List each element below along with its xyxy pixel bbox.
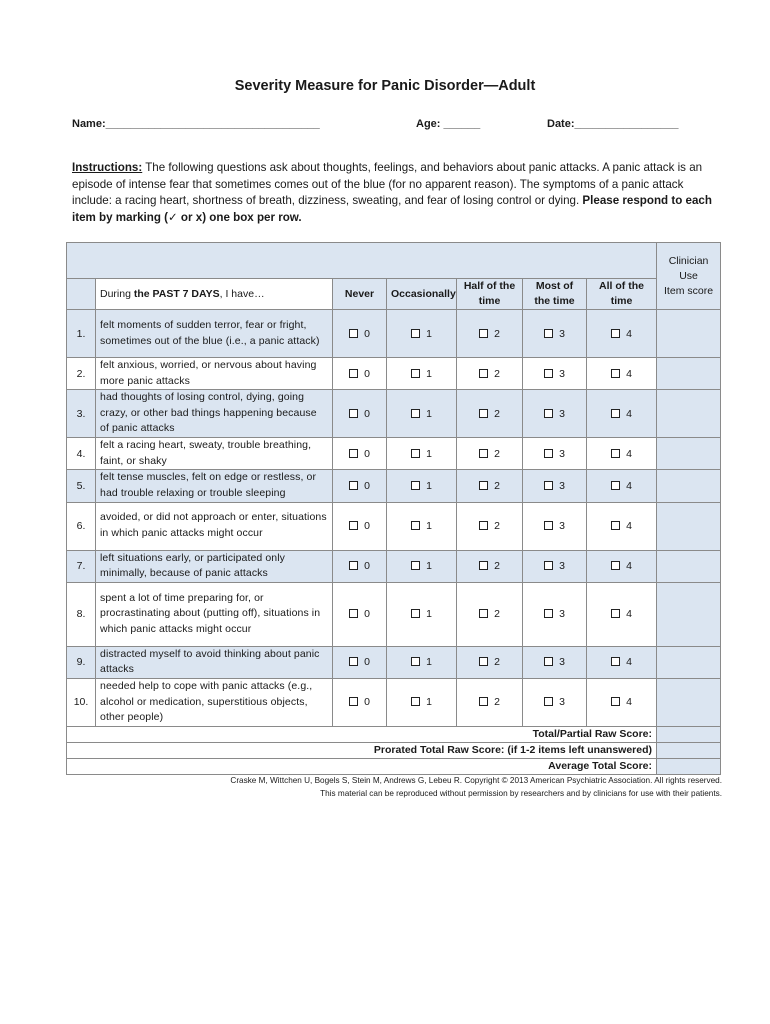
response-option[interactable] — [523, 582, 587, 646]
option-value: 0 — [364, 447, 370, 460]
checkbox-icon[interactable] — [349, 449, 358, 458]
total-score-cell[interactable] — [657, 726, 721, 742]
response-option[interactable] — [457, 646, 523, 678]
item-number: 1. — [67, 310, 96, 358]
response-option[interactable] — [587, 550, 657, 582]
option-value: 3 — [559, 479, 565, 492]
option-value: 4 — [626, 696, 632, 709]
age-line: ______ — [443, 118, 481, 130]
option-value: 1 — [426, 520, 432, 533]
item-number: 10. — [67, 678, 96, 726]
option-value: 0 — [364, 656, 370, 669]
table-row — [67, 582, 721, 646]
option-value: 3 — [559, 608, 565, 621]
checkbox-icon[interactable] — [611, 449, 620, 458]
checkbox-icon[interactable] — [349, 409, 358, 418]
option-value: 3 — [559, 696, 565, 709]
item-text: left situations early, or participated only minimally, because of panic attacks — [96, 550, 333, 582]
response-option[interactable] — [333, 358, 387, 390]
checkbox-icon[interactable] — [349, 369, 358, 378]
option-value: 1 — [426, 560, 432, 573]
response-option[interactable] — [523, 502, 587, 550]
item-score-cell[interactable] — [657, 358, 721, 390]
checkbox-icon[interactable] — [479, 609, 488, 618]
checkbox-icon[interactable] — [411, 409, 420, 418]
column-header-most: Most of the time — [523, 279, 587, 310]
total-row — [67, 726, 721, 742]
footer-citation: Craske M, Wittchen U, Bogels S, Stein M, Andrews G, Lebeu R. Copyright © 2013 American Psychiatric Association. All rights reserved. — [230, 776, 722, 785]
name-field[interactable] — [72, 118, 320, 130]
table-row — [67, 438, 721, 470]
table-row — [67, 646, 721, 678]
option-value: 4 — [626, 560, 632, 573]
footer-permission: This material can be reproduced without permission by researchers and by clinicians for use with their patients. — [320, 789, 722, 798]
option-value: 4 — [626, 407, 632, 420]
checkbox-icon[interactable] — [544, 697, 553, 706]
response-option[interactable] — [457, 438, 523, 470]
option-value: 1 — [426, 327, 432, 340]
option-value: 4 — [626, 327, 632, 340]
response-option[interactable] — [387, 582, 457, 646]
checkbox-icon[interactable] — [349, 697, 358, 706]
option-value: 2 — [494, 447, 500, 460]
table-row — [67, 678, 721, 726]
checkbox-icon[interactable] — [411, 329, 420, 338]
option-value: 3 — [559, 327, 565, 340]
checkbox-icon[interactable] — [349, 521, 358, 530]
option-value: 0 — [364, 479, 370, 492]
table-row — [67, 470, 721, 502]
checkbox-icon[interactable] — [479, 329, 488, 338]
option-value: 3 — [559, 520, 565, 533]
checkbox-icon[interactable] — [479, 481, 488, 490]
item-score-cell[interactable] — [657, 470, 721, 502]
table-row — [67, 502, 721, 550]
response-option[interactable] — [587, 358, 657, 390]
checkbox-icon[interactable] — [411, 521, 420, 530]
option-value: 2 — [494, 520, 500, 533]
checkbox-icon[interactable] — [544, 329, 553, 338]
response-option[interactable] — [333, 390, 387, 438]
checkbox-icon[interactable] — [411, 609, 420, 618]
checkbox-icon[interactable] — [479, 561, 488, 570]
table-top-band — [67, 243, 657, 279]
period-suffix: , I have… — [219, 288, 265, 300]
response-option[interactable] — [523, 470, 587, 502]
item-text: distracted myself to avoid thinking about panic attacks — [96, 646, 333, 678]
option-value: 1 — [426, 407, 432, 420]
total-row — [67, 758, 721, 774]
checkbox-icon[interactable] — [544, 561, 553, 570]
item-score-cell[interactable] — [657, 678, 721, 726]
checkbox-icon[interactable] — [349, 657, 358, 666]
item-number: 4. — [67, 438, 96, 470]
response-option[interactable] — [457, 390, 523, 438]
response-option[interactable] — [523, 646, 587, 678]
item-score-cell[interactable] — [657, 502, 721, 550]
checkbox-icon[interactable] — [349, 561, 358, 570]
name-line: ___________________________________ — [105, 118, 320, 130]
checkbox-icon[interactable] — [611, 409, 620, 418]
response-option[interactable] — [523, 390, 587, 438]
option-value: 0 — [364, 560, 370, 573]
response-option[interactable] — [333, 582, 387, 646]
response-option[interactable] — [587, 646, 657, 678]
option-value: 1 — [426, 479, 432, 492]
total-label: Average Total Score: — [67, 758, 657, 774]
response-option[interactable] — [387, 502, 457, 550]
response-option[interactable] — [387, 550, 457, 582]
age-label: Age: — [416, 118, 441, 130]
instructions-bold-text: Please respond to each item by marking (✓ or x) one box per row. — [72, 194, 712, 224]
response-option[interactable] — [387, 390, 457, 438]
item-text: felt moments of sudden terror, fear or fright, sometimes out of the blue (i.e., a panic attack) — [96, 310, 333, 358]
response-option[interactable] — [333, 646, 387, 678]
option-value: 1 — [426, 608, 432, 621]
checkbox-icon[interactable] — [479, 521, 488, 530]
option-value: 4 — [626, 656, 632, 669]
option-value: 1 — [426, 696, 432, 709]
table-row — [67, 358, 721, 390]
response-option[interactable] — [587, 470, 657, 502]
instructions-lead: Instructions: — [72, 161, 143, 174]
checkbox-icon[interactable] — [544, 609, 553, 618]
option-value: 0 — [364, 520, 370, 533]
option-value: 3 — [559, 367, 565, 380]
item-number: 5. — [67, 470, 96, 502]
item-number: 2. — [67, 358, 96, 390]
option-value: 4 — [626, 367, 632, 380]
checkbox-icon[interactable] — [349, 609, 358, 618]
option-value: 2 — [494, 479, 500, 492]
clinician-use-header — [657, 243, 721, 310]
option-value: 4 — [626, 608, 632, 621]
checkbox-icon[interactable] — [411, 657, 420, 666]
response-option[interactable] — [587, 310, 657, 358]
column-header-never: Never — [333, 279, 387, 310]
checkbox-icon[interactable] — [611, 329, 620, 338]
item-score-cell[interactable] — [657, 582, 721, 646]
checkbox-icon[interactable] — [611, 521, 620, 530]
item-number: 6. — [67, 502, 96, 550]
response-option[interactable] — [523, 438, 587, 470]
checkbox-icon[interactable] — [544, 481, 553, 490]
checkbox-icon[interactable] — [611, 481, 620, 490]
item-score-cell[interactable] — [657, 646, 721, 678]
response-option[interactable] — [587, 678, 657, 726]
response-option[interactable] — [457, 678, 523, 726]
name-label: Name: — [72, 118, 106, 130]
table-row — [67, 310, 721, 358]
item-text: felt a racing heart, sweaty, trouble breathing, faint, or shaky — [96, 438, 333, 470]
period-header — [96, 279, 333, 310]
response-option[interactable] — [523, 550, 587, 582]
option-value: 4 — [626, 447, 632, 460]
item-number: 3. — [67, 390, 96, 438]
option-value: 0 — [364, 367, 370, 380]
item-score-cell[interactable] — [657, 550, 721, 582]
item-number: 8. — [67, 582, 96, 646]
checkbox-icon[interactable] — [349, 329, 358, 338]
option-value: 1 — [426, 447, 432, 460]
checkbox-icon[interactable] — [544, 369, 553, 378]
option-value: 2 — [494, 407, 500, 420]
option-value: 2 — [494, 696, 500, 709]
response-option[interactable] — [333, 550, 387, 582]
response-option[interactable] — [523, 358, 587, 390]
table-row — [67, 550, 721, 582]
item-score-cell[interactable] — [657, 310, 721, 358]
clinician-use-label: Clinician Use — [668, 254, 709, 282]
item-number: 7. — [67, 550, 96, 582]
instructions — [72, 160, 712, 226]
total-row — [67, 742, 721, 758]
page-title: Severity Measure for Panic Disorder—Adult — [234, 78, 536, 94]
response-option[interactable] — [387, 646, 457, 678]
checkbox-icon[interactable] — [544, 409, 553, 418]
response-option[interactable] — [587, 502, 657, 550]
checkbox-icon[interactable] — [411, 369, 420, 378]
option-value: 4 — [626, 479, 632, 492]
item-text: felt anxious, worried, or nervous about having more panic attacks — [96, 358, 333, 390]
option-value: 1 — [426, 367, 432, 380]
checkbox-icon[interactable] — [544, 657, 553, 666]
option-value: 4 — [626, 520, 632, 533]
response-option[interactable] — [457, 550, 523, 582]
response-option[interactable] — [523, 678, 587, 726]
option-value: 0 — [364, 327, 370, 340]
response-option[interactable] — [523, 310, 587, 358]
severity-table — [66, 242, 721, 775]
option-value: 2 — [494, 367, 500, 380]
response-option[interactable] — [587, 582, 657, 646]
item-text: avoided, or did not approach or enter, situations in which panic attacks might occur — [96, 502, 333, 550]
option-value: 2 — [494, 608, 500, 621]
total-score-cell[interactable] — [657, 742, 721, 758]
item-score-cell[interactable] — [657, 438, 721, 470]
table-row — [67, 390, 721, 438]
option-value: 0 — [364, 608, 370, 621]
response-option[interactable] — [387, 470, 457, 502]
item-text: felt tense muscles, felt on edge or restless, or had trouble relaxing or trouble sleeping — [96, 470, 333, 502]
checkbox-icon[interactable] — [479, 657, 488, 666]
response-option[interactable] — [457, 470, 523, 502]
column-header-all: All of the time — [587, 279, 657, 310]
response-option[interactable] — [457, 358, 523, 390]
option-value: 1 — [426, 656, 432, 669]
checkbox-icon[interactable] — [611, 697, 620, 706]
checkbox-icon[interactable] — [544, 449, 553, 458]
option-value: 3 — [559, 447, 565, 460]
total-label: Prorated Total Raw Score: (if 1-2 items left unanswered) — [67, 742, 657, 758]
response-option[interactable] — [587, 438, 657, 470]
item-score-label: Item score — [664, 284, 714, 297]
response-option[interactable] — [387, 310, 457, 358]
checkbox-icon[interactable] — [411, 481, 420, 490]
period-bold: the PAST 7 DAYS — [133, 288, 220, 300]
response-option[interactable] — [387, 438, 457, 470]
checkbox-icon[interactable] — [611, 657, 620, 666]
option-value: 3 — [559, 656, 565, 669]
item-number: 9. — [67, 646, 96, 678]
total-score-cell[interactable] — [657, 758, 721, 774]
option-value: 3 — [559, 407, 565, 420]
response-option[interactable] — [333, 438, 387, 470]
response-option[interactable] — [457, 310, 523, 358]
response-option[interactable] — [457, 502, 523, 550]
date-line: _________________ — [574, 118, 679, 130]
checkbox-icon[interactable] — [479, 449, 488, 458]
option-value: 2 — [494, 327, 500, 340]
response-option[interactable] — [333, 310, 387, 358]
option-value: 0 — [364, 696, 370, 709]
column-header-half: Half of the time — [457, 279, 523, 310]
item-text: spent a lot of time preparing for, or procrastinating about (putting off), situations in which panic attacks might occur — [96, 582, 333, 646]
response-option[interactable] — [387, 358, 457, 390]
response-option[interactable] — [457, 582, 523, 646]
item-text: needed help to cope with panic attacks (e.g., alcohol or medication, superstitious objects, other people) — [96, 678, 333, 726]
age-field[interactable] — [416, 118, 480, 130]
date-label: Date: — [547, 118, 575, 130]
period-prefix: During — [100, 288, 134, 300]
checkbox-icon[interactable] — [411, 561, 420, 570]
checkbox-icon[interactable] — [479, 369, 488, 378]
header-num-cell — [67, 279, 96, 310]
option-value: 3 — [559, 560, 565, 573]
response-option[interactable] — [333, 678, 387, 726]
column-header-occasionally: Occasionally — [387, 279, 457, 310]
checkbox-icon[interactable] — [611, 609, 620, 618]
checkbox-icon[interactable] — [479, 409, 488, 418]
checkbox-icon[interactable] — [479, 697, 488, 706]
date-field[interactable] — [547, 118, 679, 130]
item-score-cell[interactable] — [657, 390, 721, 438]
response-option[interactable] — [333, 470, 387, 502]
instructions-text: The following questions ask about thoughts, feelings, and behaviors about panic attacks. A panic attack is an episode of intense fear that sometimes comes out of the blue (for no apparent reason). The symptoms of a panic attack include: a racing heart, shortness of breath, dizziness, sweating, and fear of losing control or dying. — [72, 161, 703, 207]
total-label: Total/Partial Raw Score: — [67, 726, 657, 742]
checkbox-icon[interactable] — [611, 561, 620, 570]
response-option[interactable] — [587, 390, 657, 438]
checkbox-icon[interactable] — [411, 697, 420, 706]
item-text: had thoughts of losing control, dying, going crazy, or other bad things happening because of panic attacks — [96, 390, 333, 438]
checkbox-icon[interactable] — [544, 521, 553, 530]
response-option[interactable] — [387, 678, 457, 726]
checkbox-icon[interactable] — [349, 481, 358, 490]
option-value: 2 — [494, 656, 500, 669]
checkbox-icon[interactable] — [411, 449, 420, 458]
checkbox-icon[interactable] — [611, 369, 620, 378]
response-option[interactable] — [333, 502, 387, 550]
option-value: 0 — [364, 407, 370, 420]
option-value: 2 — [494, 560, 500, 573]
